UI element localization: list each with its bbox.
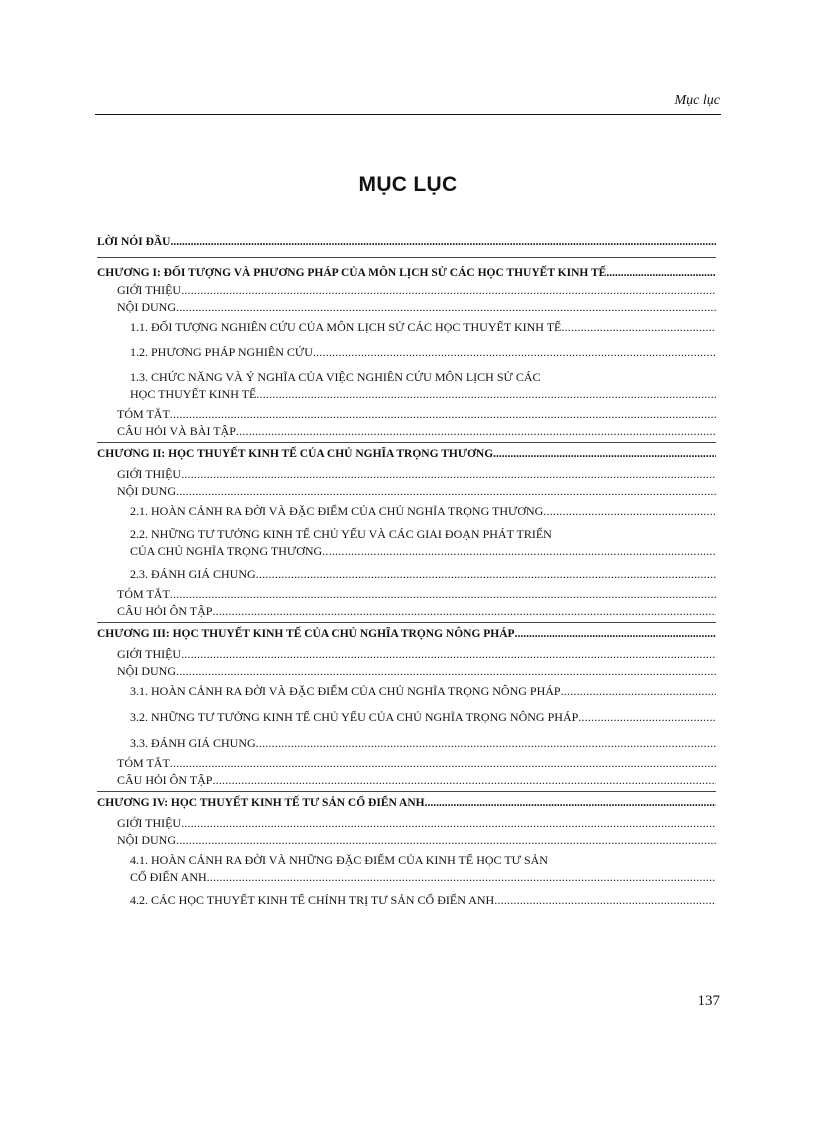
dot-leader	[236, 423, 716, 440]
toc-entry-ch3-questions[interactable]: CÂU HỎI ÔN TẬP .....	[97, 772, 716, 789]
dot-leader	[181, 815, 716, 832]
dot-leader	[207, 869, 716, 886]
toc-entry-chapter-2[interactable]: CHƯƠNG II: HỌC THUYẾT KINH TẾ CỦA CHỦ NGHĨA TRỌNG THƯƠNG .....	[97, 446, 716, 463]
toc-entry-1-3[interactable]: HỌC THUYẾT KINH TẾ .....	[97, 386, 716, 403]
toc-entry-ch2-content[interactable]: NỘI DUNG .....	[97, 483, 716, 500]
toc-entry-1-2[interactable]: 1.2. PHƯƠNG PHÁP NGHIÊN CỨU .....	[97, 344, 716, 361]
dot-leader	[176, 663, 716, 680]
dot-leader	[561, 683, 716, 700]
toc-entry-1-1[interactable]: 1.1. ĐỐI TƯỢNG NGHIÊN CỨU CỦA MÔN LỊCH SỬ CÁC HỌC THUYẾT KINH TẾ .....	[97, 319, 716, 336]
dot-leader	[256, 566, 716, 583]
dot-leader	[425, 795, 716, 812]
toc-entry-ch2-questions[interactable]: CÂU HỎI ÔN TẬP .....	[97, 603, 716, 620]
toc-entry-2-2-line-1[interactable]: 2.2. NHỮNG TƯ TƯỞNG KINH TẾ CHỦ YẾU VÀ CÁC GIAI ĐOẠN PHÁT TRIỂN	[130, 527, 552, 541]
toc-entry-chapter-1[interactable]: CHƯƠNG I: ĐỐI TƯỢNG VÀ PHƯƠNG PHÁP CỦA MÔN LỊCH SỬ CÁC HỌC THUYẾT KINH TẾ .....	[97, 265, 716, 282]
dot-leader	[313, 344, 716, 361]
toc-entry-ch3-intro[interactable]: GIỚI THIỆU .....	[97, 646, 716, 663]
dot-leader	[322, 543, 716, 560]
toc-entry-ch2-intro[interactable]: GIỚI THIỆU .....	[97, 466, 716, 483]
toc-entry-chapter-4[interactable]: CHƯƠNG IV: HỌC THUYẾT KINH TẾ TƯ SẢN CỔ ĐIỂN ANH .....	[97, 795, 716, 812]
dot-leader	[170, 586, 716, 603]
dot-leader	[493, 446, 716, 463]
toc-entry-4-2[interactable]: 4.2. CÁC HỌC THUYẾT KINH TẾ CHÍNH TRỊ TƯ SẢN CỔ ĐIỂN ANH .....	[97, 892, 716, 909]
toc-entry-ch1-questions[interactable]: CÂU HỎI VÀ BÀI TẬP .....	[97, 423, 716, 440]
toc-entry-4-1[interactable]: CỔ ĐIỂN ANH .....	[97, 869, 716, 886]
dot-leader	[256, 386, 716, 403]
toc-entry-3-1[interactable]: 3.1. HOÀN CẢNH RA ĐỜI VÀ ĐẶC ĐIỂM CỦA CHỦ NGHĨA TRỌNG NÔNG PHÁP .....	[97, 683, 716, 700]
dot-leader	[170, 755, 716, 772]
toc-entry-2-1[interactable]: 2.1. HOÀN CẢNH RA ĐỜI VÀ ĐẶC ĐIỂM CỦA CHỦ NGHĨA TRỌNG THƯƠNG .....	[97, 503, 716, 520]
dot-leader	[170, 234, 716, 251]
dot-leader	[212, 603, 716, 620]
dot-leader	[181, 466, 716, 483]
toc-entry-ch4-content[interactable]: NỘI DUNG .....	[97, 832, 716, 849]
page-number: 137	[697, 993, 720, 1009]
toc-entry-2-2[interactable]: CỦA CHỦ NGHĨA TRỌNG THƯƠNG .....	[97, 543, 716, 560]
table-of-contents	[97, 234, 716, 909]
page-title: MỤC LỤC	[358, 173, 458, 196]
toc-entry-3-3[interactable]: 3.3. ĐÁNH GIÁ CHUNG .....	[97, 735, 716, 752]
dot-leader	[256, 735, 716, 752]
running-head: Mục lục	[674, 93, 720, 108]
dot-leader	[181, 646, 716, 663]
toc-entry-ch3-summary[interactable]: TÓM TẮT .....	[97, 755, 716, 772]
toc-entry-ch2-summary[interactable]: TÓM TẮT .....	[97, 586, 716, 603]
dot-leader	[181, 282, 716, 299]
dot-leader	[606, 265, 716, 282]
dot-leader	[176, 299, 716, 316]
toc-entry-ch4-intro[interactable]: GIỚI THIỆU .....	[97, 815, 716, 832]
toc-entry-3-2[interactable]: 3.2. NHỮNG TƯ TƯỞNG KINH TẾ CHỦ YẾU CỦA CHỦ NGHĨA TRỌNG NÔNG PHÁP .....	[97, 709, 716, 726]
dot-leader	[494, 892, 716, 909]
dot-leader	[543, 503, 716, 520]
toc-entry-1-3-line-1[interactable]: 1.3. CHỨC NĂNG VÀ Ý NGHĨA CỦA VIỆC NGHIÊN CỨU MÔN LỊCH SỬ CÁC	[130, 370, 541, 384]
toc-entry-ch3-content[interactable]: NỘI DUNG .....	[97, 663, 716, 680]
toc-entry-ch1-summary[interactable]: TÓM TẮT .....	[97, 406, 716, 423]
toc-entry-preface[interactable]: LỜI NÓI ĐẦU .....	[97, 234, 716, 251]
dot-leader	[176, 832, 716, 849]
dot-leader	[578, 709, 716, 726]
dot-leader	[170, 406, 716, 423]
toc-entry-4-1-line-1[interactable]: 4.1. HOÀN CẢNH RA ĐỜI VÀ NHỮNG ĐẶC ĐIỂM CỦA KINH TẾ HỌC TƯ SẢN	[130, 853, 548, 867]
dot-leader	[176, 483, 716, 500]
dot-leader	[212, 772, 716, 789]
header-rule	[95, 114, 721, 115]
toc-entry-chapter-3[interactable]: CHƯƠNG III: HỌC THUYẾT KINH TẾ CỦA CHỦ NGHĨA TRỌNG NÔNG PHÁP .....	[97, 626, 716, 643]
toc-entry-ch1-intro[interactable]: GIỚI THIỆU .....	[97, 282, 716, 299]
toc-entry-2-3[interactable]: 2.3. ĐÁNH GIÁ CHUNG .....	[97, 566, 716, 583]
toc-entry-ch1-content[interactable]: NỘI DUNG .....	[97, 299, 716, 316]
dot-leader	[515, 626, 716, 643]
dot-leader	[561, 319, 716, 336]
